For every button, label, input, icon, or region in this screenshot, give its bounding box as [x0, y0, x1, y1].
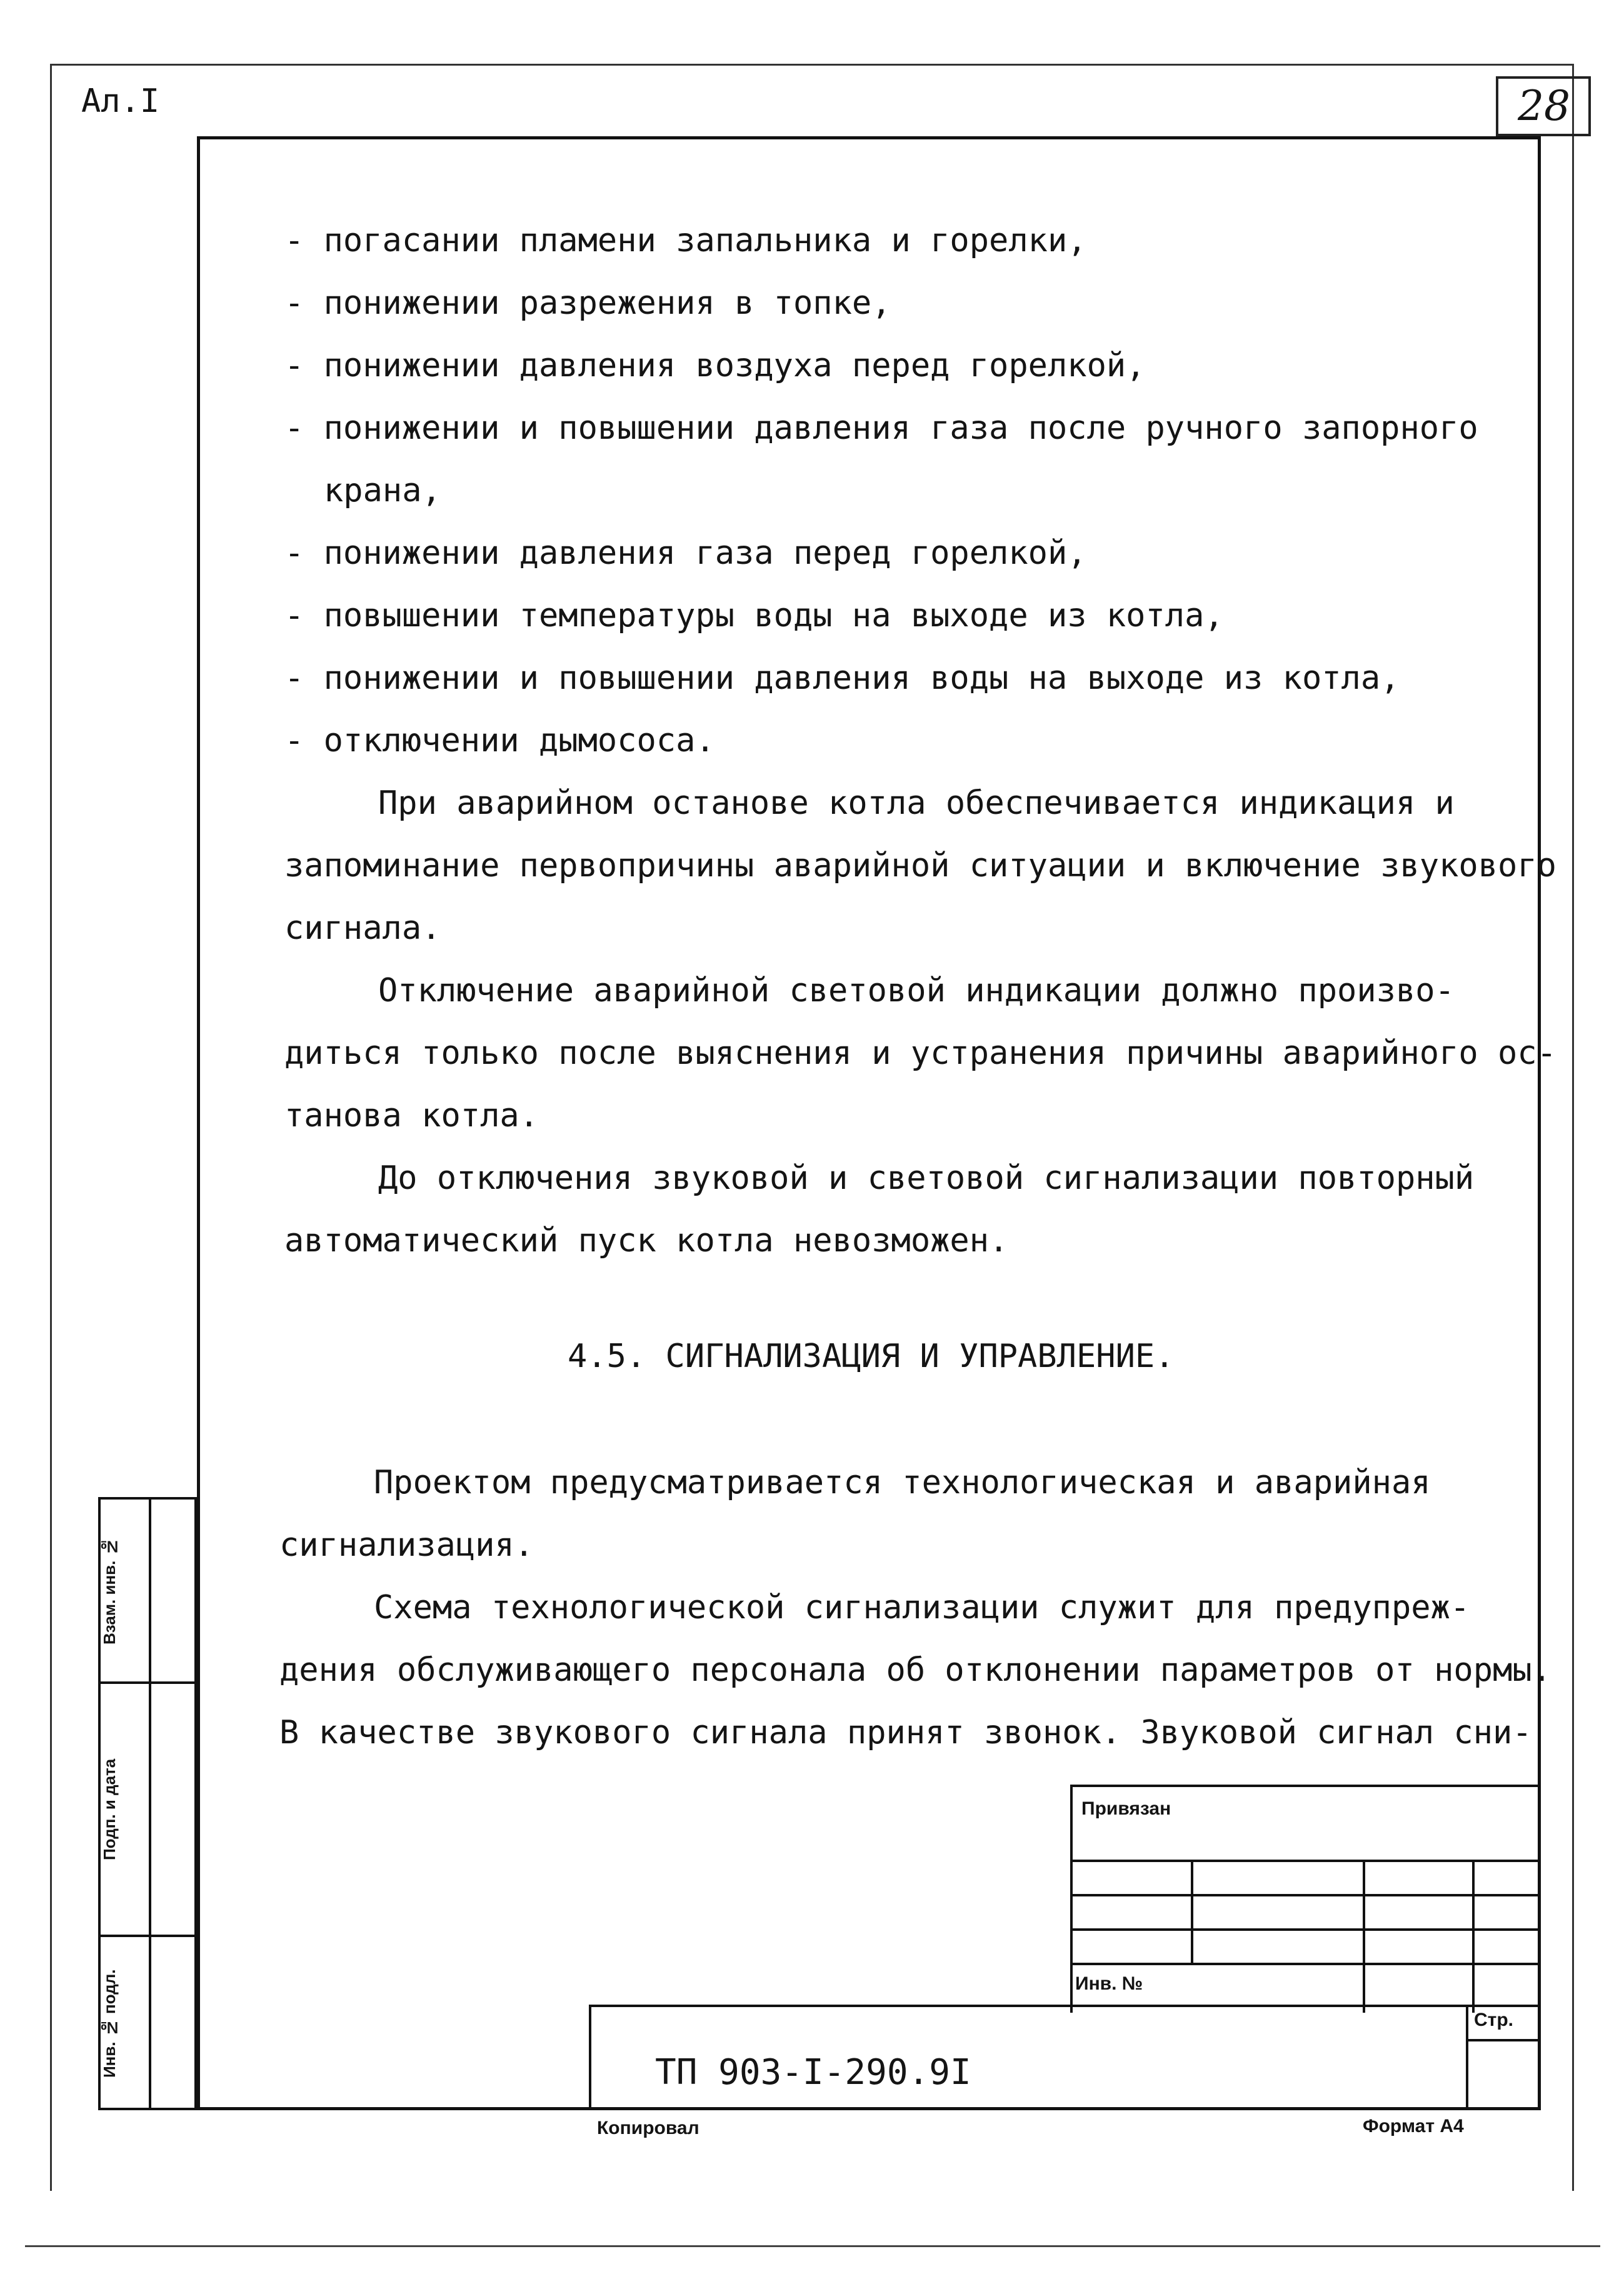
format-label: Формат А4	[1363, 2116, 1464, 2136]
paragraph-line: запоминание первопричины аварийной ситуации и включение звукового	[284, 847, 1556, 884]
list-item: - понижении и повышении давления воды на выходе из котла,	[284, 659, 1400, 697]
side-stamp-divider	[98, 1935, 197, 1937]
side-stamp-divider-vertical	[149, 1497, 151, 2110]
stamp-rule	[589, 2005, 1541, 2007]
bound-label: Привязан	[1081, 1798, 1171, 1819]
title-block-rule	[1070, 1860, 1541, 1862]
paragraph-line: В качестве звукового сигнала принят звонок. Звуковой сигнал сни-	[279, 1714, 1532, 1751]
list-item: - понижении давления воздуха перед горелкой,	[284, 347, 1146, 384]
document-code: ТП 903-I-290.9I	[655, 2052, 971, 2093]
inv-number-label: Инв. №	[1075, 1973, 1143, 1994]
title-block-rule	[1070, 1928, 1541, 1931]
title-block-rule	[1363, 1860, 1365, 2013]
stamp-rule	[589, 2005, 591, 2110]
side-stamp-divider	[98, 1681, 197, 1684]
side-label-original-inv: Инв. № подл.	[100, 1969, 119, 2078]
paragraph-line: диться только после выяснения и устранения причины аварийного ос-	[284, 1034, 1556, 1072]
list-item: - понижении давления газа перед горелкой,	[284, 534, 1087, 572]
page-number: 28	[1518, 82, 1570, 130]
paragraph-line: сигнала.	[284, 909, 441, 947]
paragraph-line: До отключения звуковой и световой сигнализации повторный	[378, 1160, 1475, 1197]
stamp-rule	[1466, 2005, 1468, 2110]
paragraph-line: Схема технологической сигнализации служит для предупреж-	[374, 1589, 1470, 1626]
list-item: - повышении температуры воды на выходе из котла,	[284, 597, 1224, 634]
paragraph-line: Отключение аварийной световой индикации должно произво-	[378, 972, 1455, 1009]
paragraph-line: дения обслуживающего персонала об отклонении параметров от нормы.	[279, 1651, 1551, 1689]
title-block-rule	[1070, 1894, 1541, 1896]
paragraph-line: танова котла.	[284, 1097, 539, 1134]
bottom-rule	[25, 2245, 1600, 2247]
sheet-label: Стр.	[1474, 2010, 1514, 2030]
list-item: - понижении разрежения в топке,	[284, 284, 891, 322]
stamp-rule	[1466, 2039, 1541, 2041]
title-block-rule	[1070, 1785, 1541, 1787]
paragraph-line: сигнализация.	[279, 1526, 534, 1564]
list-item: - понижении и повышении давления газа после ручного запорного	[284, 409, 1478, 447]
section-heading: 4.5. СИГНАЛИЗАЦИЯ И УПРАВЛЕНИЕ.	[568, 1338, 1175, 1375]
side-label-replacement-inv: Взам. инв. №	[100, 1537, 119, 1645]
list-item: - отключении дымососа.	[284, 722, 715, 759]
sheet-tag: Ал.I	[81, 83, 160, 120]
paragraph-line: Проектом предусматривается технологическая и аварийная	[374, 1464, 1431, 1501]
copied-label: Копировал	[597, 2118, 699, 2138]
title-block-rule	[1191, 1860, 1193, 1963]
paragraph-line: При аварийном останове котла обеспечивается индикация и	[378, 784, 1455, 822]
list-item: крана,	[324, 472, 441, 509]
list-item: - погасании пламени запальника и горелки,	[284, 222, 1087, 259]
title-block-rule	[1472, 1860, 1475, 2013]
paragraph-line: автоматический пуск котла невозможен.	[284, 1222, 1009, 1260]
title-block-rule	[1070, 1963, 1541, 1965]
title-block-rule	[1070, 1785, 1073, 2013]
side-label-signature-date: Подп. и дата	[100, 1758, 119, 1861]
